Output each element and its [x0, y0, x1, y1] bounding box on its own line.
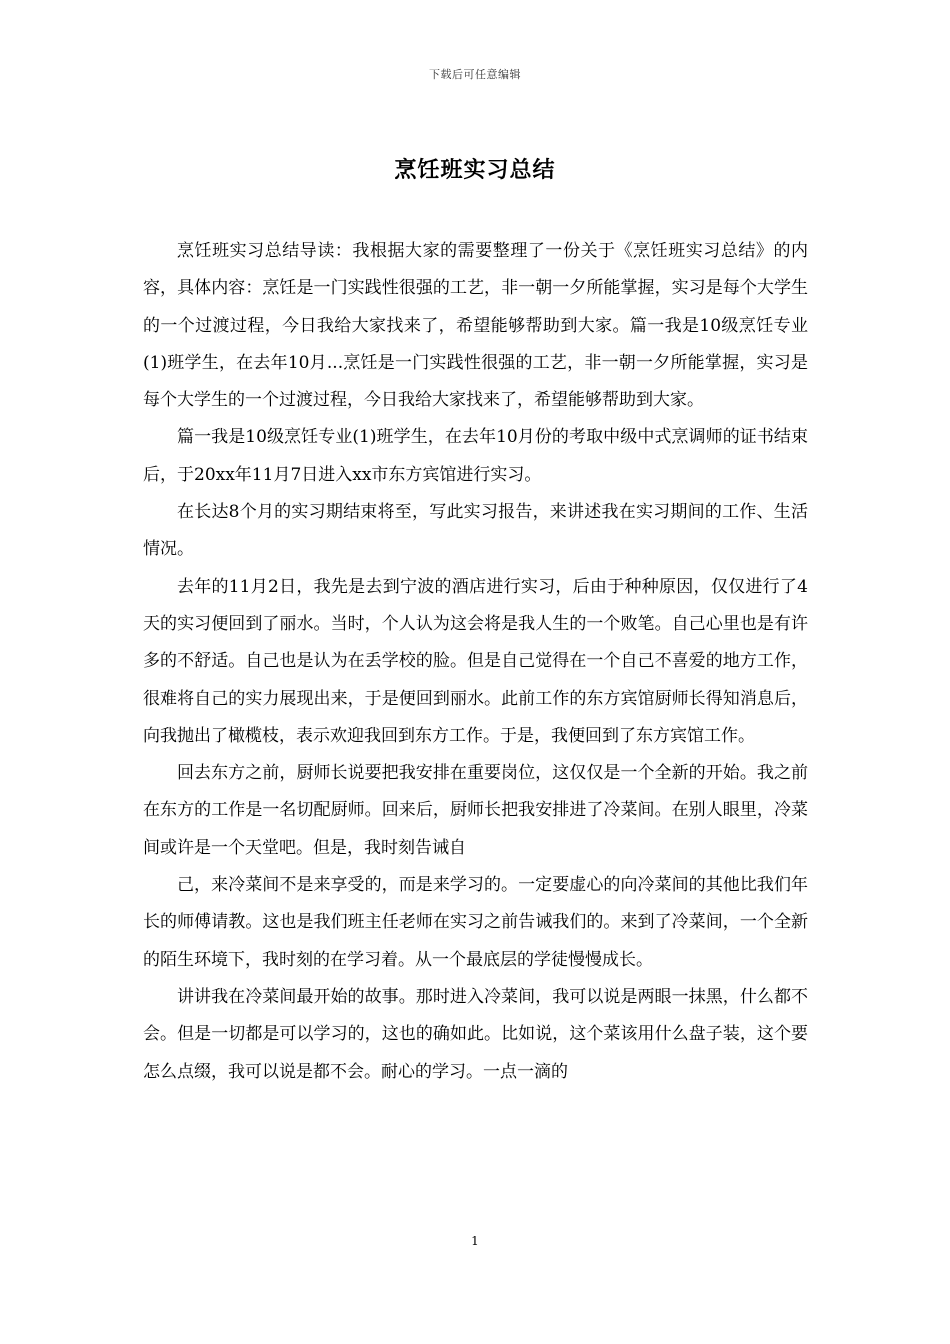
paragraph-6: 己，来冷菜间不是来享受的，而是来学习的。一定要虚心的向冷菜间的其他比我们年长的师傅请教。这也是我们班主任老师在实习之前告诫我们的。来到了冷菜间，一个全新的陌生环境下，我时刻的在学习着。从一个最底层的学徒慢慢成长。 [143, 875, 808, 970]
paragraph-4: 去年的11月2日，我先是去到宁波的酒店进行实习，后由于种种原因，仅仅进行了4天的实习便回到了丽水。当时，个人认为这会将是我人生的一个败笔。自己心里也是有许多的不舒适。自己也是认为在丢学校的脸。但是自己觉得在一个自己不喜爱的地方工作，很难将自己的实力展现出来，于是便回到丽水。此前工作的东方宾馆厨师长得知消息后，向我抛出了橄榄枝，表示欢迎我回到东方工作。于是，我便回到了东方宾馆工作。 [143, 576, 808, 746]
paragraph-7: 讲讲我在冷菜间最开始的故事。那时进入冷菜间，我可以说是两眼一抹黑，什么都不会。但是一切都是可以学习的，这也的确如此。比如说，这个菜该用什么盘子装，这个要怎么点缀，我可以说是都不会。耐心的学习。一点一滴的 [143, 986, 808, 1082]
paragraph-1: 烹饪班实习总结导读：我根据大家的需要整理了一份关于《烹饪班实习总结》的内容，具体内容：烹饪是一门实践性很强的工艺，非一朝一夕所能掌握，实习是每个大学生的一个过渡过程，今日我给大家找来了，希望能够帮助到大家。篇一我是10级烹饪专业(1)班学生，在去年10月...烹饪是一门实践性很强的工艺，非一朝一夕所能掌握，实习是每个大学生的一个过渡过程，今日我给大家找来了，希望能够帮助到大家。 [143, 241, 808, 411]
document-title: 烹饪班实习总结 [394, 157, 556, 183]
header-note: 下载后可任意编辑 [429, 68, 521, 81]
page-number: 1 [471, 1234, 479, 1248]
paragraph-3: 在长达8个月的实习期结束将至，写此实习报告，来讲述我在实习期间的工作、生活情况。 [143, 502, 808, 560]
paragraph-5: 回去东方之前，厨师长说要把我安排在重要岗位，这仅仅是一个全新的开始。我之前在东方的工作是一名切配厨师。回来后，厨师长把我安排进了冷菜间。在别人眼里，冷菜间或许是一个天堂吧。但是，我时刻告诫自 [143, 763, 808, 858]
paragraph-2: 篇一我是10级烹饪专业(1)班学生，在去年10月份的考取中级中式烹调师的证书结束后，于20xx年11月7日进入xx市东方宾馆进行实习。 [143, 427, 808, 485]
document-body [143, 233, 808, 1091]
